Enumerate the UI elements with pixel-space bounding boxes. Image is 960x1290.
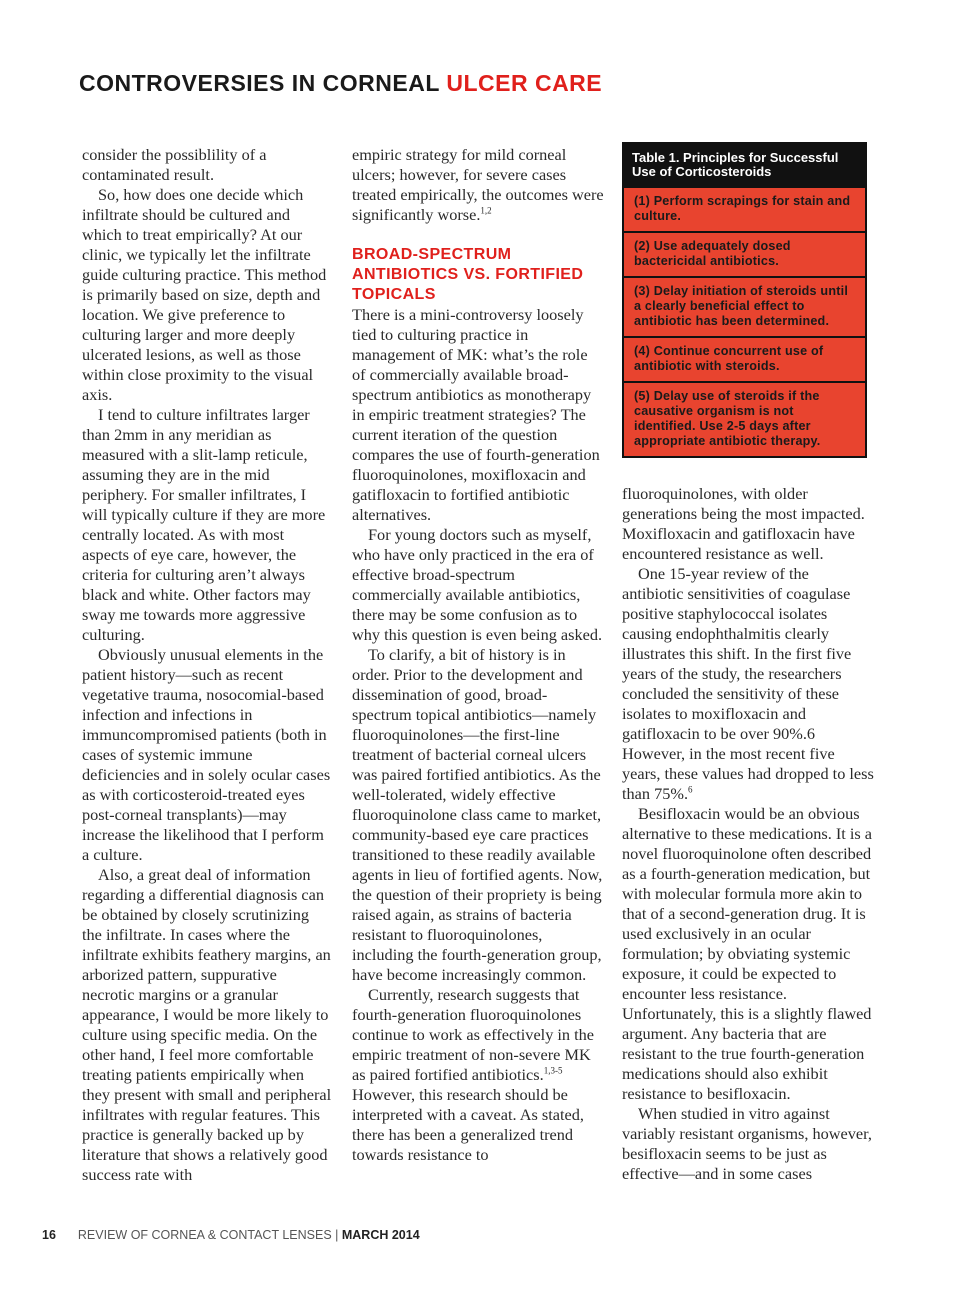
title-main: CONTROVERSIES IN CORNEAL [79, 70, 447, 96]
paragraph [352, 145, 604, 225]
paragraph [352, 985, 604, 1165]
paragraph [622, 564, 874, 804]
table-row: (2) Use adequately dosed bactericidal antibiotics. [624, 231, 865, 276]
reference-superscript: 1,2 [480, 205, 492, 216]
column-1 [82, 145, 332, 1185]
column-3 [622, 484, 874, 1184]
title-accent: ULCER CARE [446, 70, 603, 96]
page-title [79, 70, 602, 97]
table-row: (1) Perform scrapings for stain and culture. [624, 186, 865, 231]
paragraph: For young doctors such as myself, who have only practiced in the era of effective broad-spectrum commercially available antibiotics, there may be some confusion as to why this question is even being asked. [352, 525, 603, 644]
principles-table [622, 142, 867, 458]
page-number: 16 [42, 1228, 56, 1242]
paragraph: Obviously unusual elements in the patient history—such as recent vegetative trauma, nosocomial-based infection and infections in immuncompromised patients (both in cases of systemic immune deficiencies and in solely ocular cases as with corticosteroid-treated eyes post-corneal transplants)—may increase the likelihood that I perform a culture. [82, 645, 331, 864]
reference-superscript: 6 [688, 784, 693, 795]
table-row: (3) Delay initiation of steroids until a clearly beneficial effect to antibiotic has been determined. [624, 276, 865, 336]
page-footer [42, 1228, 420, 1242]
paragraph: Also, a great deal of information regarding a differential diagnosis can be obtained by closely scrutinizing the infiltrate. In cases where the infiltrate exhibits feathery margins, an arborized pattern, suppurative necrotic margins or a granular appearance, I would be more likely to culture using specific media. On the other hand, I feel more comfortable treating patients empirically when they present with small and peripheral infiltrates with regular features. This practice is generally backed up by literature that shows a relatively good success rate with [82, 865, 332, 1184]
reference-superscript: 1,3-5 [543, 1065, 563, 1076]
column-2 [352, 145, 604, 1165]
paragraph: There is a mini-controversy loosely tied to culturing practice in management of MK: what’s the role of commercially available broad-spectrum antibiotics as monotherapy in empiric treatment strategies? The current iteration of the question compares the use of fourth-generation fluoroquinolones, moxifloxacin and gatifloxacin to fortified antibiotic alternatives. [352, 305, 600, 524]
table-title: Table 1. Principles for Successful Use of Corticosteroids [624, 144, 865, 186]
table-row: (4) Continue concurrent use of antibiotic with steroids. [624, 336, 865, 381]
paragraph: I tend to culture infiltrates larger than 2mm in any meridian as measured with a slit-lamp reticule, assuming they are in the mid periphery. For smaller infiltrates, I will typically culture if they are more centrally located. As with most aspects of eye care, however, the criteria for culturing aren’t always black and white. Other factors may sway me towards more aggressive culturing. [82, 405, 326, 644]
paragraph: To clarify, a bit of history is in order. Prior to the development and dissemination of good, broad-spectrum topical antibiotics—namely fluoroquinolones—the first-line treatment of bacterial corneal ulcers was paired fortified antibiotics. As the well-tolerated, widely effective fluoroquinolone class came to market, community-based eye care practices transitioned to these readily available agents in lieu of fortified agents. Now, the question of their propriety is being raised again, as strains of bacteria resistant to fluoroquinolones, including the fourth-generation group, have become increasingly common. [352, 645, 603, 984]
table-row: (5) Delay use of steroids if the causative organism is not identified. Use 2-5 days after appropriate antibiotic therapy. [624, 381, 865, 456]
paragraph-text: However, this research should be interpreted with a caveat. As stated, there has been a generalized trend towards resistance to [352, 1085, 584, 1164]
paragraph: Besifloxacin would be an obvious alternative to these medications. It is a novel fluoroquinolone often described as a fourth-generation medication, but with molecular formula more akin to that of a second-generation drug. It is used exclusively in an ocular formulation; by obviating systemic exposure, it could be expected to encounter less resistance. Unfortunately, this is a slightly flawed argument. Any bacteria that are resistant to the true fourth-generation medications should also exhibit resistance to besifloxacin. [622, 804, 873, 1103]
paragraph-text: Currently, research suggests that fourth-generation fluoroquinolones continue to work as effectively in the empiric treatment of non-severe MK as paired fortified antibiotics. [352, 985, 595, 1084]
paragraph: consider the possiblility of a contaminated result. [82, 145, 267, 184]
paragraph-text: empiric strategy for mild corneal ulcers; however, for severe cases treated empirically, the outcomes were significantly worse. [352, 145, 604, 224]
paragraph: So, how does one decide which infiltrate should be cultured and which to treat empirically? At our clinic, we typically let the infiltrate guide culturing practice. This method is primarily based on size, depth and location. We give preference to culturing larger and more deeply ulcerated lesions, as well as those within close proximity to the visual axis. [82, 185, 327, 404]
publication-name: REVIEW OF CORNEA & CONTACT LENSES | [77, 1228, 342, 1242]
paragraph: When studied in vitro against variably resistant organisms, however, besifloxacin seems to be just as effective—and in some cases [622, 1104, 872, 1183]
paragraph-text: One 15-year review of the antibiotic sensitivities of coagulase positive staphylococcal isolates causing endophthalmitis clearly illustrates this shift. In the first five years of the study, the researchers concluded the sensitivity of these isolates to moxifloxacin and gatifloxacin to be over 90%.6 However, in the most recent five years, these values had dropped to less than 75%. [622, 564, 874, 803]
issue-date: MARCH 2014 [341, 1228, 420, 1242]
paragraph: fluoroquinolones, with older generations being the most impacted. Moxifloxacin and gatifloxacin have encountered resistance as well. [622, 484, 865, 563]
section-heading: BROAD-SPECTRUM ANTIBIOTICS VS. FORTIFIED TOPICALS [352, 246, 584, 303]
